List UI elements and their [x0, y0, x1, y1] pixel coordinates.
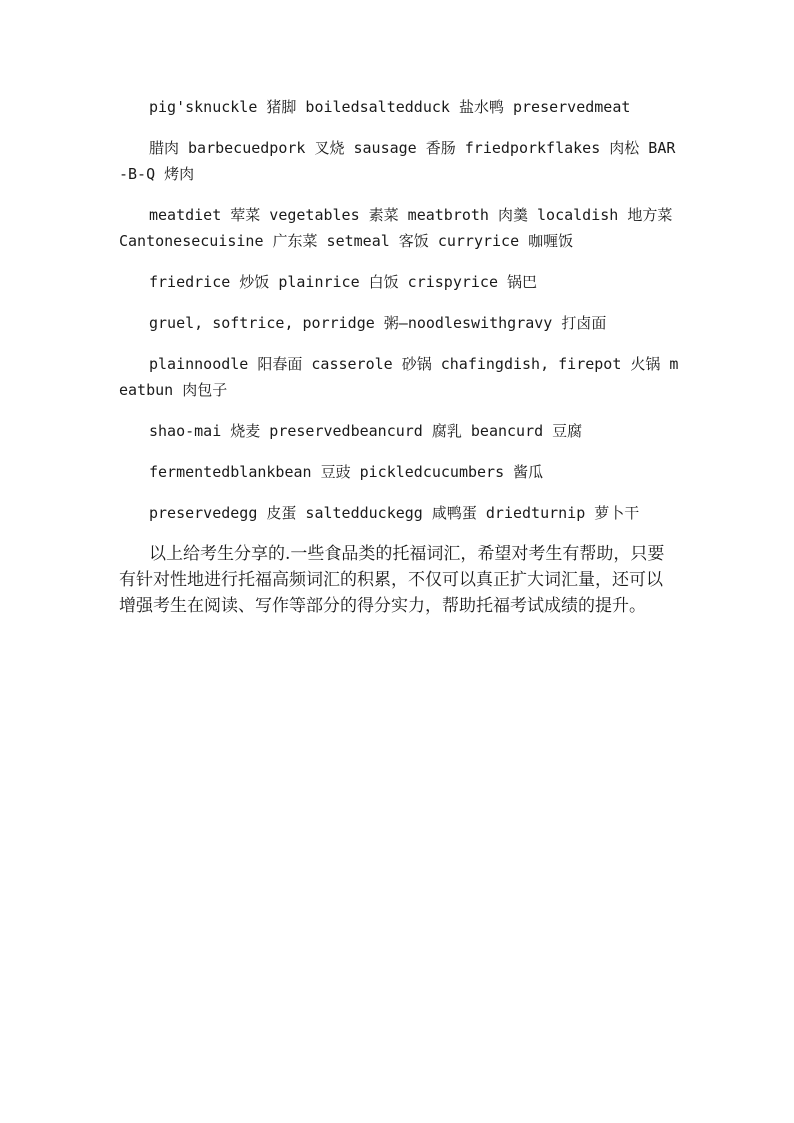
vocab-line-7: shao-mai 烧麦 preservedbeancurd 腐乳 beancurd 豆腐 [149, 422, 583, 440]
document-page [119, 94, 679, 634]
closing-paragraph: 以上给考生分享的.一些食品类的托福词汇，希望对考生有帮助，只要有针对性地进行托福高频词汇的积累，不仅可以真正扩大词汇量，还可以增强考生在阅读、写作等部分的得分实力，帮助托福考试成绩的提升。 [119, 544, 665, 616]
vocab-line-2: 腊肉 barbecuedpork 叉烧 sausage 香肠 friedporkflakes 肉松 BAR-B-Q 烤肉 [119, 139, 676, 183]
vocab-line-9: preservedegg 皮蛋 saltedduckegg 咸鸭蛋 driedturnip 萝卜干 [149, 504, 640, 522]
vocab-line-1: pig'sknuckle 猪脚 boiledsaltedduck 盐水鸭 preservedmeat [149, 98, 631, 116]
vocab-line-8: fermentedblankbean 豆豉 pickledcucumbers 酱瓜 [149, 463, 544, 481]
vocab-line-6: plainnoodle 阳春面 casserole 砂锅 chafingdish, firepot 火锅 meatbun 肉包子 [119, 355, 679, 399]
vocab-line-3: meatdiet 荤菜 vegetables 素菜 meatbroth 肉羹 localdish 地方菜 Cantonesecuisine 广东菜 setmeal 客饭 curryrice 咖喱饭 [119, 206, 673, 250]
vocab-line-4: friedrice 炒饭 plainrice 白饭 crispyrice 锅巴 [149, 273, 538, 291]
vocab-line-5: gruel, softrice, porridge 粥—noodleswithgravy 打卤面 [149, 314, 607, 332]
